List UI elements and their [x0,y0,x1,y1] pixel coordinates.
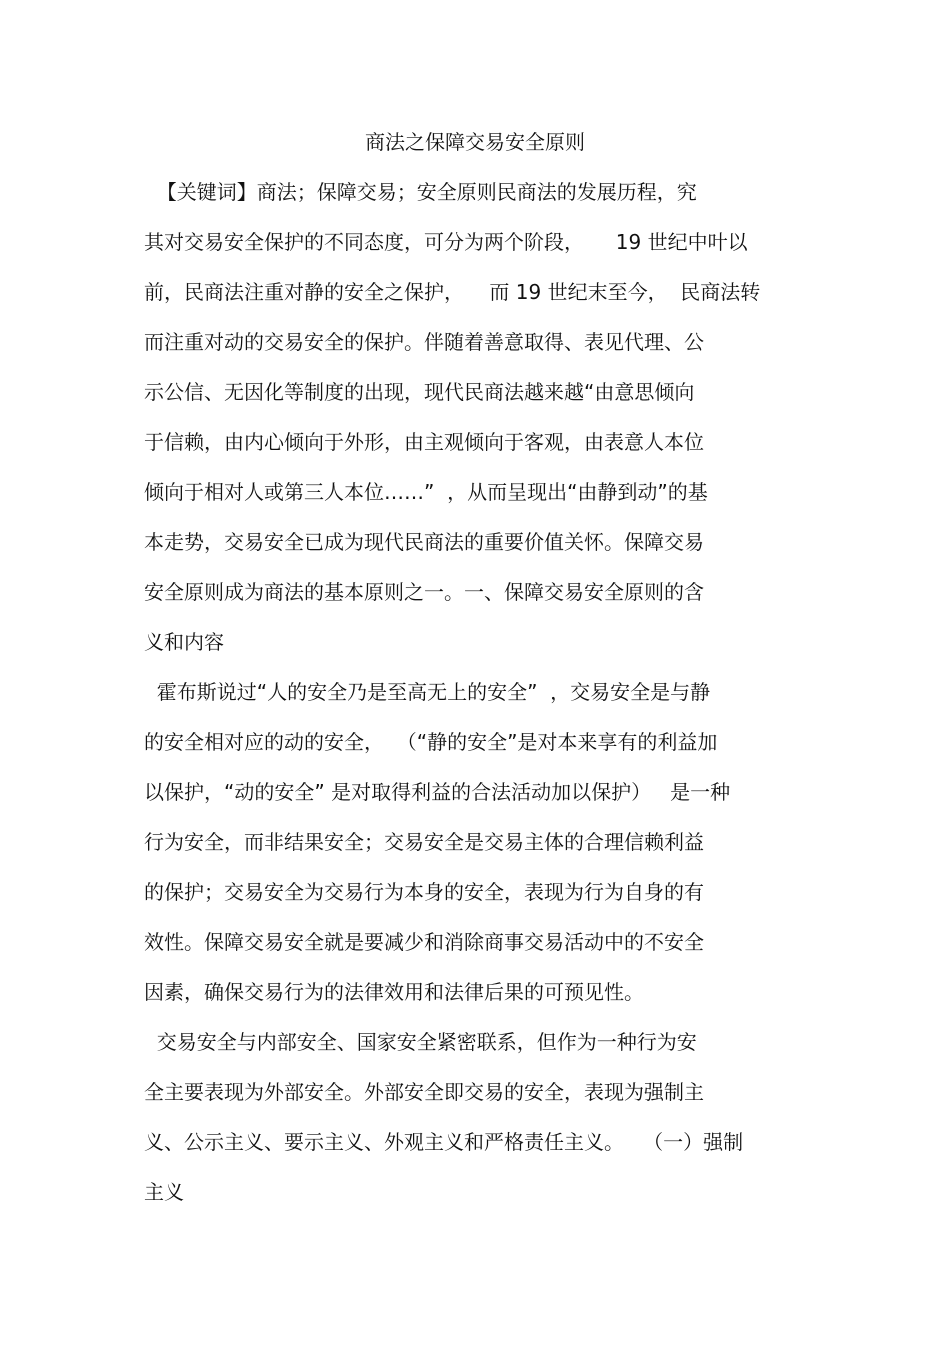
text-line: 前，民商法注重对静的安全之保护， 而 19 世纪末至今， 民商法转 [144,280,761,304]
text-line: 义和内容 [144,630,224,654]
text-line: 安全原则成为商法的基本原则之一。一、保障交易安全原则的含 [144,580,704,604]
text-line: 以保护，“动的安全” 是对取得利益的合法活动加以保护） 是一种 [144,780,731,804]
text-line: 行为安全，而非结果安全；交易安全是交易主体的合理信赖利益 [144,830,704,854]
text-line: 的安全相对应的动的安全， （“静的安全”是对本来享有的利益加 [144,730,718,754]
text-line: 倾向于相对人或第三人本位……” ，从而呈现出“由静到动”的基 [144,480,708,504]
text-line: 效性。保障交易安全就是要减少和消除商事交易活动中的不安全 [144,930,704,954]
text-line: 而注重对动的交易安全的保护。伴随着善意取得、表见代理、公 [144,330,704,354]
text-line: 其对交易安全保护的不同态度，可分为两个阶段， 19 世纪中叶以 [144,230,748,254]
text-line: 于信赖，由内心倾向于外形，由主观倾向于客观，由表意人本位 [144,430,704,454]
document-title: 商法之保障交易安全原则 [365,130,585,154]
text-line: 本走势，交易安全已成为现代民商法的重要价值关怀。保障交易 [144,530,704,554]
text-line: 霍布斯说过“人的安全乃是至高无上的安全” ，交易安全是与静 [144,680,711,704]
text-line: 交易安全与内部安全、国家安全紧密联系，但作为一种行为安 [144,1030,697,1054]
text-line: 的保护；交易安全为交易行为本身的安全，表现为行为自身的有 [144,880,704,904]
text-line: 【关键词】商法；保障交易；安全原则民商法的发展历程，究 [144,180,697,204]
text-line: 全主要表现为外部安全。外部安全即交易的安全，表现为强制主 [144,1080,704,1104]
text-line: 示公信、无因化等制度的出现，现代民商法越来越“由意思倾向 [144,380,695,404]
text-line: 主义 [144,1180,184,1204]
text-line: 因素，确保交易行为的法律效用和法律后果的可预见性。 [144,980,644,1004]
text-line: 义、公示主义、要示主义、外观主义和严格责任主义。 （一）强制 [144,1130,744,1154]
